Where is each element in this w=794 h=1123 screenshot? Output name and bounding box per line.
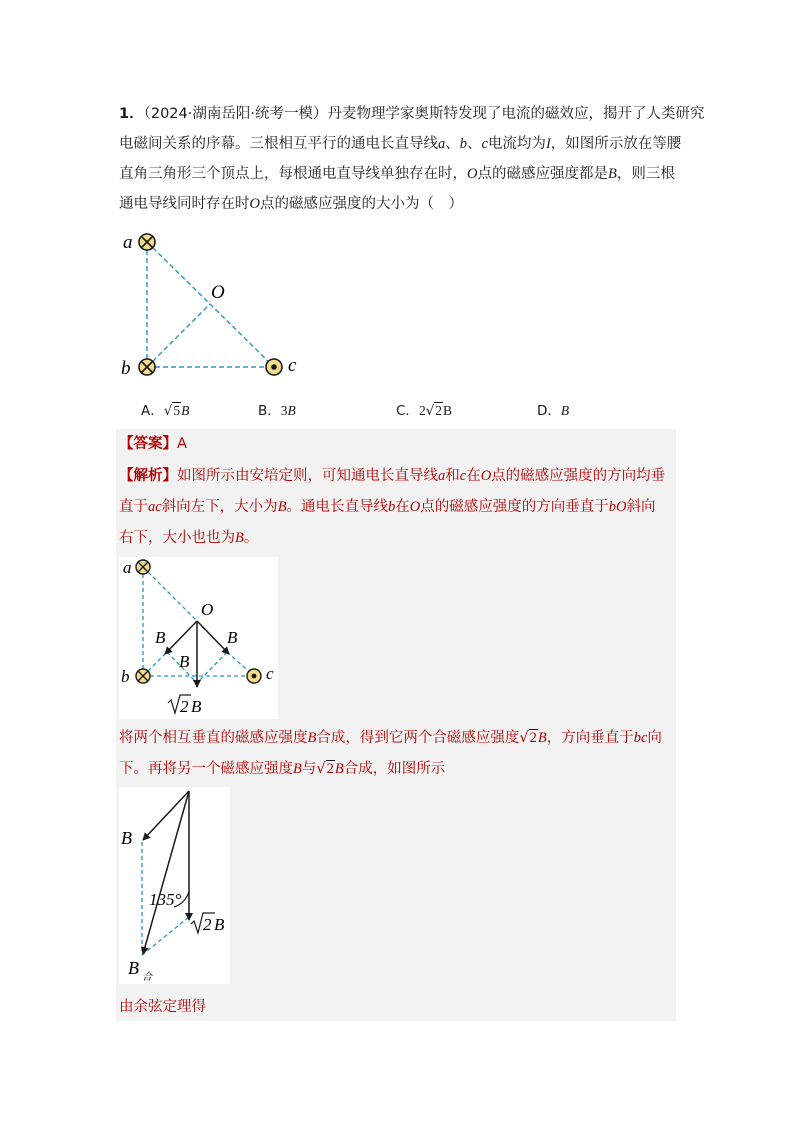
label-sqrt2B [191, 913, 225, 934]
option-C: C．2√2B [396, 403, 453, 419]
label-c: c [288, 355, 297, 376]
analysis-line-4: 将两个相互垂直的磁感应强度B合成，得到它两个合磁感应强度√2B，方向垂直于bc向 [119, 730, 662, 746]
svg-text:合: 合 [142, 972, 152, 983]
label-a: a [123, 558, 132, 577]
wire-a-icon [136, 560, 150, 574]
question-line-4: 通电导线同时存在时O点的磁感应强度的大小为（ ） [119, 196, 463, 212]
label-sqrt2B [168, 695, 202, 716]
label-b: b [121, 667, 130, 686]
label-a: a [123, 232, 133, 253]
label-b: b [121, 358, 131, 379]
label-B: B [121, 828, 132, 848]
figure-2-vectors [119, 557, 278, 719]
svg-text:2: 2 [180, 697, 189, 716]
question-line-3: 直角三角形三个顶点上，每根通电直导线单独存在时，O点的磁感应强度都是B，则三根 [119, 166, 675, 182]
answer-tag: 【答案】 [119, 436, 177, 452]
svg-text:B: B [191, 697, 202, 716]
svg-text:2: 2 [203, 915, 212, 934]
figure-2-box [119, 557, 278, 719]
answer-value: A [177, 436, 187, 452]
figure-3-vectors [119, 787, 230, 984]
label-O: O [201, 600, 214, 619]
figure-3-box [119, 787, 230, 984]
label-O: O [211, 282, 225, 303]
option-A: A．√5B [141, 403, 190, 419]
analysis-line-5: 下。再将另一个磁感应强度B与√2B合成，如图所示 [119, 761, 446, 777]
label-B-resultant [128, 958, 153, 983]
figure-1-triangle [118, 226, 308, 386]
answer-line [119, 434, 187, 454]
wire-c-icon [266, 359, 282, 375]
option-B: B．3B [258, 403, 296, 419]
label-B-left: B [155, 628, 166, 647]
label-B-right: B [227, 628, 238, 647]
analysis-line-3: 右下，大小也也为B。 [119, 530, 259, 546]
label-135-degrees: 135° [149, 890, 182, 909]
wire-a-icon [139, 234, 155, 250]
wire-b-icon [139, 359, 155, 375]
analysis-line-6: 由余弦定理得 [119, 999, 206, 1015]
question-line-1: 1．（2024·湖南岳阳·统考一模）丹麦物理学家奥斯特发现了电流的磁效应，揭开了人类研究 [119, 106, 705, 122]
analysis-tag: 【解析】 [119, 468, 177, 484]
wire-b-icon [136, 669, 150, 683]
svg-text:B: B [214, 915, 225, 934]
question-line-2: 电磁间关系的序幕。三根相互平行的通电长直导线a、b、c电流均为I，如图所示放在等腰 [119, 136, 682, 152]
question-source: （2024·湖南岳阳·统考一模） [143, 106, 328, 122]
option-D: D．B [537, 403, 570, 419]
wire-c-icon [247, 669, 261, 683]
svg-text:B: B [128, 958, 139, 978]
analysis-line-1: 【解析】如图所示由安培定则，可知通电长直导线a和c在O点的磁感应强度的方向均垂 [119, 468, 666, 484]
analysis-line-2: 直于ac斜向左下，大小为B。通电长直导线b在O点的磁感应强度的方向垂直于bO斜向 [119, 499, 656, 515]
question-number: 1． [119, 106, 144, 122]
label-B-mid: B [179, 652, 190, 671]
label-c: c [266, 664, 274, 683]
